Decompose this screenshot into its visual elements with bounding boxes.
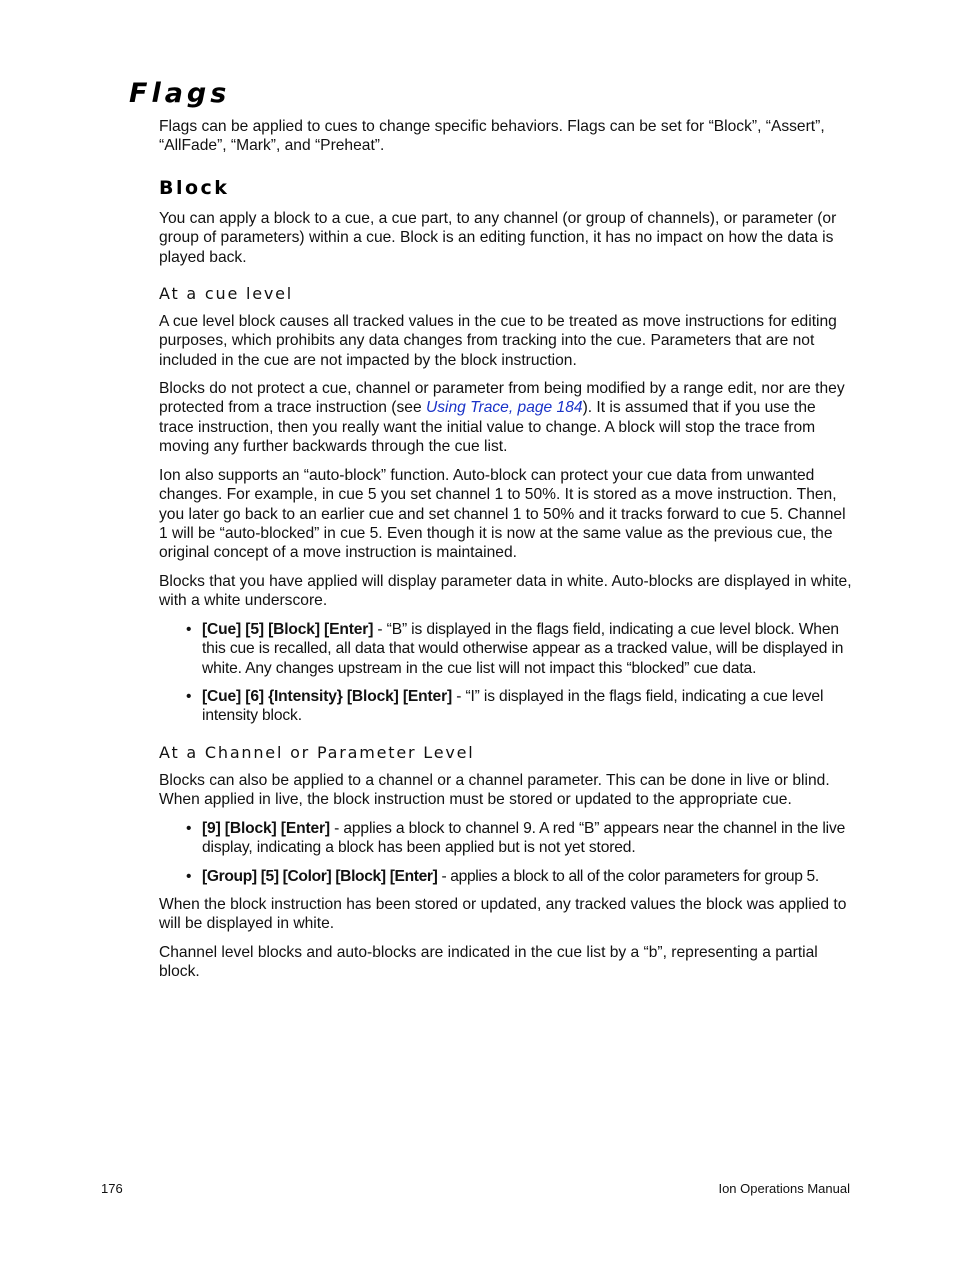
section-title-block: Block — [159, 177, 230, 199]
bullet-icon: • — [186, 868, 192, 885]
bullet-icon: • — [186, 688, 192, 705]
command-description: - applies a block to all of the color parameters for group 5. — [437, 868, 819, 885]
subsection-title-channel-level: At a Channel or Parameter Level — [159, 743, 475, 762]
command-keys: [9] [Block] [Enter] — [202, 820, 330, 837]
using-trace-link[interactable]: Using Trace, page 184 — [425, 399, 583, 417]
section-title-flags: Flags — [129, 78, 231, 109]
page-number: 176 — [101, 1181, 123, 1196]
list-item — [186, 819, 853, 858]
command-keys: [Cue] [5] [Block] [Enter] — [202, 621, 374, 638]
flags-intro-paragraph: Flags can be applied to cues to change specific behaviors. Flags can be set for “Block”, “Assert”, “AllFade”, “Mark”, and “Preheat”. — [159, 118, 825, 155]
command-description: - “B” is displayed in the flags field, indicating a cue level block. When this cue is recalled, all data that would otherwise appear as a tracked value, will be displayed in white. Any changes upstream in the cue list will not impact this “blocked” cue data. — [202, 621, 844, 677]
channel-level-paragraph-2: When the block instruction has been stored or updated, any tracked values the block was applied to will be displayed in white. — [159, 896, 847, 933]
list-item — [186, 867, 853, 886]
list-item — [186, 620, 853, 678]
cue-level-paragraph-3: Ion also supports an “auto-block” function. Auto-block can protect your cue data from unwanted changes. For example, in cue 5 you set channel 1 to 50%. It is stored as a move instruction. Then, you later go back to an earlier cue and set channel 1 to 50% and it tracks forward to cue 5. Channel 1 will be “auto-blocked” in cue 5. Even though it is now at the same value as the previous cue, the original concept of a move instruction is maintained. — [159, 467, 846, 562]
subsection-title-cue-level: At a cue level — [159, 284, 294, 303]
channel-level-paragraph-3: Channel level blocks and auto-blocks are indicated in the cue list by a “b”, representing a partial block. — [159, 944, 818, 981]
command-description: - “I” is displayed in the flags field, indicating a cue level intensity block. — [202, 688, 824, 725]
command-keys: [Cue] [6] {Intensity} [Block] [Enter] — [202, 688, 453, 705]
manual-title: Ion Operations Manual — [718, 1181, 850, 1196]
cue-level-paragraph-1: A cue level block causes all tracked values in the cue to be treated as move instructions for editing purposes, which prohibits any data changes from tracking into the cue. Parameters that are not included in the cue are not impacted by the block instruction. — [159, 313, 837, 369]
cue-level-paragraph-2-end: ). It is assumed that if you use the trace instruction, then you really want the initial value to change. A block will stop the trace from moving any further backwards through the cue list. — [159, 399, 816, 455]
command-description: - applies a block to channel 9. A red “B” appears near the channel in the live display, indicating a block has been applied but is not yet stored. — [202, 820, 846, 857]
block-intro-paragraph: You can apply a block to a cue, a cue part, to any channel (or group of channels), or parameter (or group of parameters) within a cue. Block is an editing function, it has no impact on how the data is played back. — [159, 210, 837, 266]
list-item — [186, 687, 853, 726]
bullet-icon: • — [186, 621, 192, 638]
bullet-icon: • — [186, 820, 192, 837]
cue-level-paragraph-2 — [159, 379, 853, 456]
channel-level-paragraph-1: Blocks can also be applied to a channel or a channel parameter. This can be done in live or blind. When applied in live, the block instruction must be stored or updated to the appropriate cue. — [159, 772, 830, 809]
command-keys: [Group] [5] [Color] [Block] [Enter] — [202, 868, 438, 885]
cue-level-paragraph-4: Blocks that you have applied will display parameter data in white. Auto-blocks are displayed in white, with a white underscore. — [159, 573, 852, 610]
cue-level-paragraph-2-start: Blocks do not protect a cue, channel or parameter from being modified by a range edit, nor are they protected from a trace instruction (see — [159, 380, 845, 417]
